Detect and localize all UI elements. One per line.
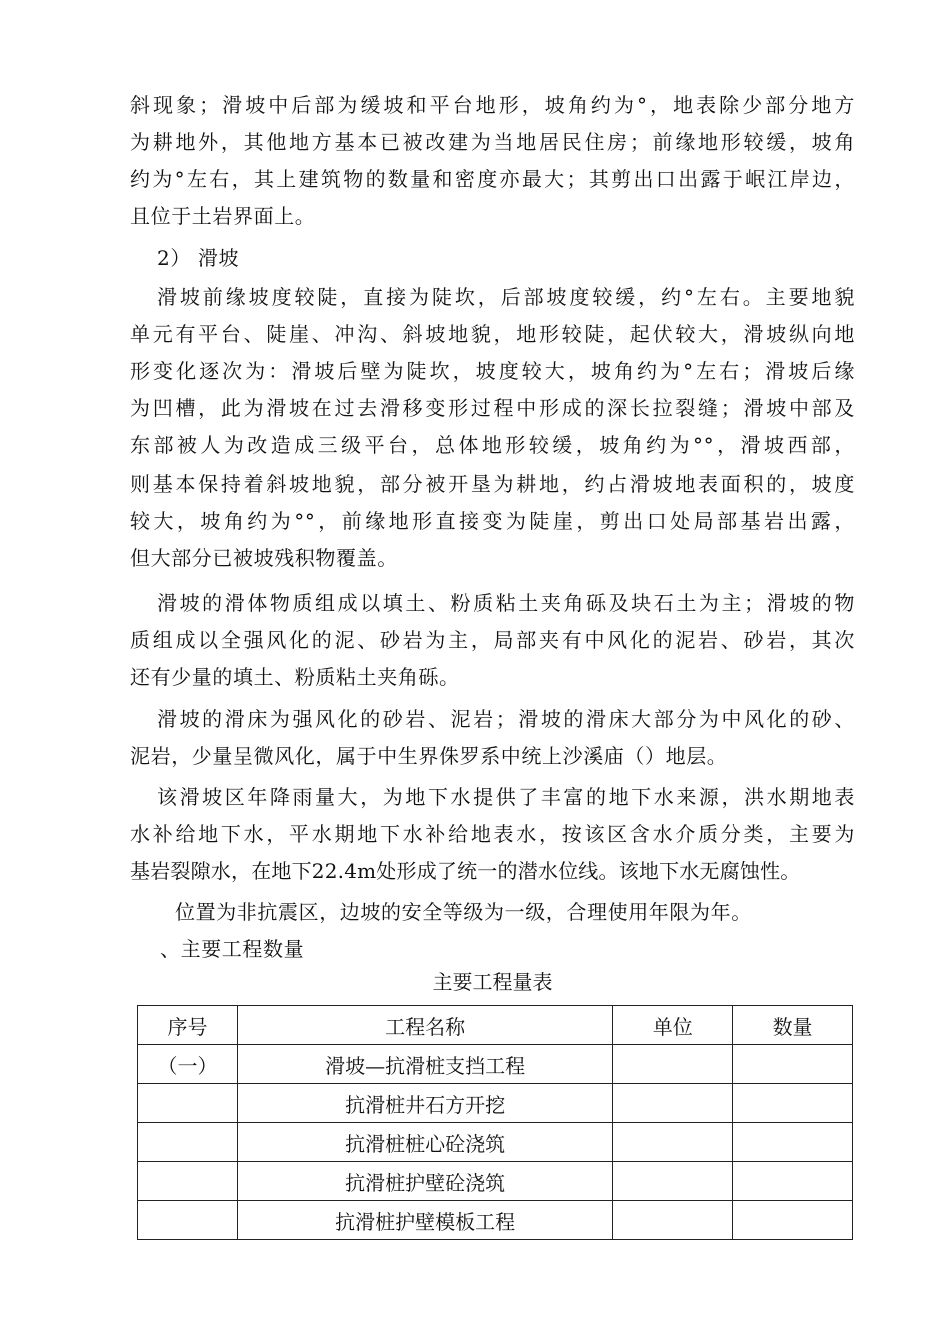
cell-unit [613,1045,733,1084]
paragraph-line: 泥岩，少量呈微风化，属于中生界侏罗系中统上沙溪庙（）地层。 [130,744,728,768]
cell-item-name: 抗滑桩护壁砼浇筑 [237,1162,612,1201]
paragraph-line: 较大，坡角约为°°，前缘地形直接变为陡崖，剪出口处局部基岩出露， [130,509,855,533]
paragraph-line: 质组成以全强风化的泥、砂岩为主，局部夹有中风化的泥岩、砂岩，其次 [130,628,855,652]
cell-index: （一） [138,1045,238,1084]
cell-quantity [733,1123,853,1162]
table-header-row [138,1006,853,1045]
cell-index [138,1162,238,1201]
table-caption: 主要工程量表 [432,970,553,994]
cell-unit [613,1201,733,1240]
section-heading: 2） 滑坡 [157,246,240,270]
paragraph-line: 斜现象；滑坡中后部为缓坡和平台地形，坡角约为°，地表除少部分地方 [130,93,855,117]
paragraph-line: 为凹槽，此为滑坡在过去滑移变形过程中形成的深长拉裂缝；滑坡中部及 [130,396,855,420]
header-index: 序号 [138,1006,238,1045]
paragraph-line: 还有少量的填土、粉质粘土夹角砾。 [130,665,460,689]
paragraph-line: 滑坡的滑体物质组成以填土、粉质粘土夹角砾及块石土为主；滑坡的物 [157,591,855,615]
cell-index [138,1084,238,1123]
cell-unit [613,1084,733,1123]
section-heading: 、主要工程数量 [160,937,305,961]
header-item-name: 工程名称 [237,1006,612,1045]
cell-quantity [733,1201,853,1240]
paragraph-line: 位置为非抗震区，边坡的安全等级为一级，合理使用年限为年。 [175,900,752,924]
cell-item-name: 抗滑桩护壁模板工程 [237,1201,612,1240]
cell-item-name: 抗滑桩井石方开挖 [237,1084,612,1123]
table-row [138,1162,853,1201]
paragraph-line: 滑坡的滑床为强风化的砂岩、泥岩；滑坡的滑床大部分为中风化的砂、 [157,707,855,731]
cell-item-name: 抗滑桩桩心砼浇筑 [237,1123,612,1162]
cell-index [138,1123,238,1162]
cell-item-name: 滑坡—抗滑桩支挡工程 [237,1045,612,1084]
cell-quantity [733,1084,853,1123]
cell-quantity [733,1045,853,1084]
paragraph-line: 该滑坡区年降雨量大，为地下水提供了丰富的地下水来源，洪水期地表 [157,785,855,809]
cell-index [138,1201,238,1240]
header-unit: 单位 [613,1006,733,1045]
cell-quantity [733,1162,853,1201]
paragraph-line: 约为°左右，其上建筑物的数量和密度亦最大；其剪出口出露于岷江岸边， [130,167,855,191]
table-row [138,1123,853,1162]
paragraph-line: 东部被人为改造成三级平台，总体地形较缓，坡角约为°°，滑坡西部， [130,433,855,457]
header-quantity: 数量 [733,1006,853,1045]
paragraph-line: 为耕地外，其他地方基本已被改建为当地居民住房；前缘地形较缓，坡角 [130,130,855,154]
paragraph-line: 但大部分已被坡残积物覆盖。 [130,546,398,570]
cell-unit [613,1123,733,1162]
table-row [138,1084,853,1123]
paragraph-line: 基岩裂隙水，在地下22.4m处形成了统一的潜水位线。该地下水无腐蚀性。 [130,859,801,883]
paragraph-line: 单元有平台、陡崖、冲沟、斜坡地貌，地形较陡，起伏较大，滑坡纵向地 [130,322,855,346]
paragraph-line: 且位于土岩界面上。 [130,204,316,228]
paragraph-line: 滑坡前缘坡度较陡，直接为陡坎，后部坡度较缓，约°左右。主要地貌 [157,285,855,309]
table-row [138,1201,853,1240]
cell-unit [613,1162,733,1201]
paragraph-line: 则基本保持着斜坡地貌，部分被开垦为耕地，约占滑坡地表面积的，坡度 [130,472,855,496]
table-row [138,1045,853,1084]
paragraph-line: 水补给地下水，平水期地下水补给地表水，按该区含水介质分类，主要为 [130,822,855,846]
paragraph-line: 形变化逐次为：滑坡后壁为陡坎，坡度较大，坡角约为°左右；滑坡后缘 [130,359,855,383]
quantities-table [137,1005,853,1240]
